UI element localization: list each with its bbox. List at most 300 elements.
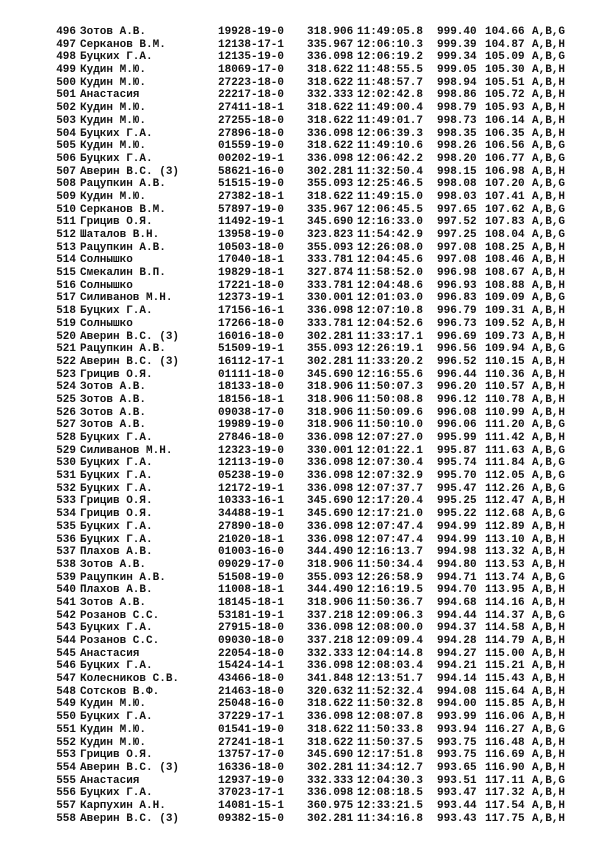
speed-value: 999.05	[437, 64, 477, 77]
category-flags: A,B,H	[532, 355, 566, 368]
coefficient-value: 114.37	[485, 609, 525, 622]
category-flags: A,B,H	[532, 330, 566, 343]
arrival-time: 11:49:01.7	[357, 114, 424, 127]
ring-code: 58621-16-0	[218, 165, 285, 178]
table-row	[0, 115, 600, 128]
arrival-time: 12:17:21.0	[357, 508, 424, 521]
ring-code: 01559-19-0	[218, 140, 285, 153]
table-row	[0, 737, 600, 750]
ring-code: 21020-18-1	[218, 533, 285, 546]
row-number: 549	[56, 698, 76, 711]
coefficient-value: 105.30	[485, 64, 525, 77]
row-number: 525	[56, 393, 76, 406]
row-number: 517	[56, 292, 76, 305]
distance-value: 336.098	[307, 51, 354, 64]
row-number: 531	[56, 470, 76, 483]
arrival-time: 12:25:46.5	[357, 178, 424, 191]
distance-value: 332.333	[307, 89, 354, 102]
arrival-time: 12:07:30.4	[357, 457, 424, 470]
category-flags: A,B,G	[532, 482, 566, 495]
table-row	[0, 686, 600, 699]
ring-code: 18133-18-0	[218, 381, 285, 394]
participant-name: Рацупкин А.В.	[80, 571, 166, 584]
ring-code: 16016-18-0	[218, 330, 285, 343]
coefficient-value: 117.32	[485, 787, 525, 800]
speed-value: 998.03	[437, 190, 477, 203]
category-flags: A,B,H	[532, 64, 566, 77]
table-row	[0, 610, 600, 623]
arrival-time: 11:50:33.8	[357, 723, 424, 736]
table-row	[0, 724, 600, 737]
distance-value: 345.690	[307, 368, 354, 381]
row-number: 537	[56, 546, 76, 559]
row-number: 554	[56, 761, 76, 774]
table-row	[0, 572, 600, 585]
participant-name: Кудин М.Ю.	[80, 723, 147, 736]
ring-code: 22054-18-0	[218, 647, 285, 660]
speed-value: 999.34	[437, 51, 477, 64]
category-flags: A,B,G	[532, 444, 566, 457]
coefficient-value: 105.09	[485, 51, 525, 64]
participant-name: Колесников С.В.	[80, 673, 180, 686]
distance-value: 302.281	[307, 761, 354, 774]
participant-name: Буцких Г.А.	[80, 127, 153, 140]
participant-name: Аверин В.С. (3)	[80, 330, 180, 343]
row-number: 551	[56, 723, 76, 736]
participant-name: Буцких Г.А.	[80, 711, 153, 724]
table-row	[0, 521, 600, 534]
arrival-time: 12:17:20.4	[357, 495, 424, 508]
speed-value: 996.73	[437, 317, 477, 330]
table-row	[0, 470, 600, 483]
coefficient-value: 109.31	[485, 305, 525, 318]
ring-code: 17266-18-0	[218, 317, 285, 330]
ring-code: 12323-19-0	[218, 444, 285, 457]
category-flags: A,B,G	[532, 140, 566, 153]
ring-code: 27255-18-0	[218, 114, 285, 127]
participant-name: Грицив О.Я.	[80, 749, 153, 762]
distance-value: 335.967	[307, 38, 354, 51]
distance-value: 335.967	[307, 203, 354, 216]
arrival-time: 12:09:06.3	[357, 609, 424, 622]
participant-name: Силиванов М.Н.	[80, 444, 173, 457]
ring-code: 27846-18-0	[218, 432, 285, 444]
coefficient-value: 112.68	[485, 508, 525, 521]
table-row	[0, 495, 600, 508]
distance-value: 336.098	[307, 432, 354, 444]
distance-value: 302.281	[307, 812, 354, 825]
table-row	[0, 749, 600, 762]
ring-code: 16112-17-1	[218, 355, 285, 368]
ring-code: 12172-19-1	[218, 482, 285, 495]
ring-code: 18145-18-1	[218, 596, 285, 609]
distance-value: 344.490	[307, 584, 354, 597]
participant-name: Грицив О.Я.	[80, 508, 153, 521]
ring-code: 13958-19-0	[218, 229, 285, 241]
speed-value: 997.65	[437, 203, 477, 216]
table-row	[0, 407, 600, 420]
distance-value: 333.781	[307, 279, 354, 292]
category-flags: A,B,H	[532, 305, 566, 318]
participant-name: Буцких Г.А.	[80, 787, 153, 800]
category-flags: A,B,G	[532, 723, 566, 736]
ring-code: 18156-18-1	[218, 393, 285, 406]
ring-code: 51515-19-0	[218, 178, 285, 191]
ring-code: 09382-15-0	[218, 812, 285, 825]
table-row	[0, 648, 600, 661]
category-flags: A,B,H	[532, 647, 566, 660]
distance-value: 336.098	[307, 457, 354, 470]
coefficient-value: 116.90	[485, 761, 525, 774]
coefficient-value: 108.46	[485, 254, 525, 267]
arrival-time: 12:33:21.5	[357, 799, 424, 812]
arrival-time: 11:48:57.7	[357, 76, 424, 89]
row-number: 541	[56, 596, 76, 609]
speed-value: 994.00	[437, 698, 477, 711]
table-row	[0, 584, 600, 597]
table-row	[0, 64, 600, 77]
participant-name: Буцких Г.А.	[80, 457, 153, 470]
distance-value: 332.333	[307, 774, 354, 787]
coefficient-value: 107.20	[485, 178, 525, 191]
row-number: 548	[56, 685, 76, 698]
category-flags: A,B,H	[532, 673, 566, 686]
coefficient-value: 110.57	[485, 381, 525, 394]
participant-name: Зотов А.В.	[80, 381, 147, 394]
coefficient-value: 107.62	[485, 203, 525, 216]
table-row	[0, 597, 600, 610]
distance-value: 327.874	[307, 267, 354, 280]
speed-value: 996.83	[437, 292, 477, 305]
table-row	[0, 305, 600, 318]
coefficient-value: 108.67	[485, 267, 525, 280]
speed-value: 994.14	[437, 673, 477, 686]
row-number: 553	[56, 749, 76, 762]
arrival-time: 12:07:47.4	[357, 520, 424, 533]
category-flags: A,B,H	[532, 38, 566, 51]
distance-value: 336.098	[307, 305, 354, 318]
category-flags: A,B,G	[532, 508, 566, 521]
row-number: 522	[56, 355, 76, 368]
speed-value: 994.71	[437, 571, 477, 584]
arrival-time: 11:58:52.0	[357, 267, 424, 280]
table-row	[0, 166, 600, 179]
category-flags: A,B,G	[532, 571, 566, 584]
row-number: 497	[56, 38, 76, 51]
speed-value: 995.47	[437, 482, 477, 495]
speed-value: 998.20	[437, 152, 477, 165]
distance-value: 360.975	[307, 799, 354, 812]
ring-code: 11008-18-1	[218, 584, 285, 597]
distance-value: 318.906	[307, 419, 354, 432]
table-row	[0, 622, 600, 635]
arrival-time: 12:04:45.6	[357, 254, 424, 267]
arrival-time: 12:07:32.9	[357, 470, 424, 483]
row-number: 524	[56, 381, 76, 394]
speed-value: 996.93	[437, 279, 477, 292]
speed-value: 996.12	[437, 393, 477, 406]
coefficient-value: 115.64	[485, 685, 525, 698]
table-row	[0, 267, 600, 280]
ring-code: 21463-18-0	[218, 685, 285, 698]
row-number: 509	[56, 190, 76, 203]
ring-code: 01003-16-0	[218, 546, 285, 559]
table-row	[0, 711, 600, 724]
arrival-time: 12:26:19.1	[357, 343, 424, 356]
arrival-time: 11:34:16.8	[357, 812, 424, 825]
distance-value: 336.098	[307, 470, 354, 483]
distance-value: 345.690	[307, 508, 354, 521]
distance-value: 318.906	[307, 596, 354, 609]
participant-name: Кудин М.Ю.	[80, 698, 147, 711]
coefficient-value: 112.89	[485, 520, 525, 533]
row-number: 540	[56, 584, 76, 597]
distance-value: 336.098	[307, 787, 354, 800]
ring-code: 27241-18-1	[218, 736, 285, 749]
row-number: 514	[56, 254, 76, 267]
coefficient-value: 115.00	[485, 647, 525, 660]
distance-value: 318.622	[307, 723, 354, 736]
table-row	[0, 216, 600, 229]
coefficient-value: 117.54	[485, 799, 525, 812]
table-row	[0, 242, 600, 255]
distance-value: 333.781	[307, 254, 354, 267]
participant-name: Анастасия	[80, 647, 140, 660]
ring-code: 43466-18-0	[218, 673, 285, 686]
distance-value: 302.281	[307, 330, 354, 343]
participant-name: Рацупкин А.В.	[80, 241, 166, 254]
arrival-time: 12:06:42.2	[357, 152, 424, 165]
ring-code: 15424-14-1	[218, 660, 285, 673]
distance-value: 330.001	[307, 444, 354, 457]
table-row	[0, 483, 600, 496]
arrival-time: 11:50:37.5	[357, 736, 424, 749]
speed-value: 993.51	[437, 774, 477, 787]
ring-code: 13757-17-0	[218, 749, 285, 762]
arrival-time: 11:50:08.8	[357, 393, 424, 406]
ring-code: 17156-16-1	[218, 305, 285, 318]
distance-value: 345.690	[307, 749, 354, 762]
arrival-time: 12:07:37.7	[357, 482, 424, 495]
coefficient-value: 108.04	[485, 229, 525, 241]
participant-name: Рацупкин А.В.	[80, 178, 166, 191]
speed-value: 996.20	[437, 381, 477, 394]
arrival-time: 11:49:10.6	[357, 140, 424, 153]
ring-code: 27915-18-0	[218, 622, 285, 635]
coefficient-value: 110.99	[485, 406, 525, 419]
speed-value: 995.74	[437, 457, 477, 470]
table-row	[0, 813, 600, 826]
arrival-time: 11:34:12.7	[357, 761, 424, 774]
arrival-time: 12:08:18.5	[357, 787, 424, 800]
distance-value: 318.622	[307, 114, 354, 127]
row-number: 536	[56, 533, 76, 546]
category-flags: A,B,H	[532, 381, 566, 394]
distance-value: 341.848	[307, 673, 354, 686]
distance-value: 323.823	[307, 229, 354, 241]
distance-value: 318.622	[307, 140, 354, 153]
distance-value: 336.098	[307, 533, 354, 546]
category-flags: A,B,G	[532, 457, 566, 470]
speed-value: 993.43	[437, 812, 477, 825]
row-number: 523	[56, 368, 76, 381]
category-flags: A,B,H	[532, 89, 566, 102]
arrival-time: 11:49:00.4	[357, 102, 424, 115]
coefficient-value: 115.43	[485, 673, 525, 686]
speed-value: 999.39	[437, 38, 477, 51]
participant-name: Буцких Г.А.	[80, 482, 153, 495]
coefficient-value: 106.77	[485, 152, 525, 165]
table-row	[0, 89, 600, 102]
participant-name: Анастасия	[80, 89, 140, 102]
participant-name: Солнышко	[80, 317, 133, 330]
row-number: 543	[56, 622, 76, 635]
participant-name: Зотов А.В.	[80, 419, 147, 432]
speed-value: 996.06	[437, 419, 477, 432]
distance-value: 318.622	[307, 64, 354, 77]
category-flags: A,B,G	[532, 178, 566, 191]
participant-name: Кудин М.Ю.	[80, 102, 147, 115]
participant-name: Кудин М.Ю.	[80, 114, 147, 127]
arrival-time: 11:49:05.8	[357, 26, 424, 38]
row-number: 529	[56, 444, 76, 457]
category-flags: A,B,H	[532, 190, 566, 203]
row-number: 501	[56, 89, 76, 102]
speed-value: 997.25	[437, 229, 477, 241]
arrival-time: 12:07:27.0	[357, 432, 424, 444]
speed-value: 997.08	[437, 241, 477, 254]
row-number: 498	[56, 51, 76, 64]
coefficient-value: 113.32	[485, 546, 525, 559]
participant-name: Грицив О.Я.	[80, 368, 153, 381]
distance-value: 318.906	[307, 406, 354, 419]
coefficient-value: 104.87	[485, 38, 525, 51]
speed-value: 997.08	[437, 254, 477, 267]
distance-value: 302.281	[307, 165, 354, 178]
arrival-time: 11:50:32.8	[357, 698, 424, 711]
speed-value: 996.79	[437, 305, 477, 318]
results-table	[0, 26, 600, 825]
speed-value: 995.99	[437, 432, 477, 444]
table-row	[0, 128, 600, 141]
coefficient-value: 112.05	[485, 470, 525, 483]
coefficient-value: 106.35	[485, 127, 525, 140]
table-row	[0, 787, 600, 800]
participant-name: Зотов А.В.	[80, 558, 147, 571]
ring-code: 19989-19-0	[218, 419, 285, 432]
table-row	[0, 356, 600, 369]
arrival-time: 12:04:14.8	[357, 647, 424, 660]
arrival-time: 12:01:22.1	[357, 444, 424, 457]
coefficient-value: 112.26	[485, 482, 525, 495]
table-row	[0, 204, 600, 217]
category-flags: A,B,H	[532, 114, 566, 127]
table-row	[0, 534, 600, 547]
row-number: 535	[56, 520, 76, 533]
category-flags: A,B,H	[532, 787, 566, 800]
category-flags: A,B,G	[532, 152, 566, 165]
participant-name: Сотсков В.Ф.	[80, 685, 160, 698]
coefficient-value: 106.56	[485, 140, 525, 153]
table-row	[0, 254, 600, 267]
table-row	[0, 102, 600, 115]
distance-value: 318.622	[307, 190, 354, 203]
arrival-time: 12:09:09.4	[357, 635, 424, 647]
category-flags: A,B,H	[532, 711, 566, 724]
row-number: 546	[56, 660, 76, 673]
participant-name: Кудин М.Ю.	[80, 190, 147, 203]
arrival-time: 11:33:20.2	[357, 355, 424, 368]
category-flags: A,B,H	[532, 165, 566, 178]
table-row	[0, 800, 600, 813]
speed-value: 996.08	[437, 406, 477, 419]
row-number: 542	[56, 609, 76, 622]
ring-code: 27223-18-0	[218, 76, 285, 89]
row-number: 557	[56, 799, 76, 812]
category-flags: A,B,G	[532, 343, 566, 356]
ring-code: 00202-19-1	[218, 152, 285, 165]
distance-value: 302.281	[307, 355, 354, 368]
arrival-time: 11:50:36.7	[357, 596, 424, 609]
ring-code: 53181-19-1	[218, 609, 285, 622]
coefficient-value: 104.66	[485, 26, 525, 38]
arrival-time: 11:50:10.0	[357, 419, 424, 432]
ring-code: 18069-17-0	[218, 64, 285, 77]
ring-code: 09030-18-0	[218, 635, 285, 647]
distance-value: 318.906	[307, 26, 354, 38]
ring-code: 12135-19-0	[218, 51, 285, 64]
speed-value: 995.25	[437, 495, 477, 508]
speed-value: 998.26	[437, 140, 477, 153]
distance-value: 318.622	[307, 76, 354, 89]
category-flags: A,B,H	[532, 406, 566, 419]
coefficient-value: 105.93	[485, 102, 525, 115]
row-number: 502	[56, 102, 76, 115]
ring-code: 09029-17-0	[218, 558, 285, 571]
ring-code: 51508-19-0	[218, 571, 285, 584]
ring-code: 17040-18-1	[218, 254, 285, 267]
arrival-time: 12:04:30.3	[357, 774, 424, 787]
participant-name: Шаталов В.Н.	[80, 229, 160, 241]
category-flags: A,B,G	[532, 203, 566, 216]
category-flags: A,B,H	[532, 393, 566, 406]
coefficient-value: 111.20	[485, 419, 525, 432]
coefficient-value: 116.48	[485, 736, 525, 749]
table-row	[0, 698, 600, 711]
ring-code: 12138-17-1	[218, 38, 285, 51]
participant-name: Зотов А.В.	[80, 596, 147, 609]
participant-name: Смекалин В.П.	[80, 267, 166, 280]
table-row	[0, 331, 600, 344]
table-row	[0, 394, 600, 407]
distance-value: 336.098	[307, 152, 354, 165]
table-row	[0, 153, 600, 166]
ring-code: 12113-19-0	[218, 457, 285, 470]
table-row	[0, 432, 600, 445]
ring-code: 16336-18-0	[218, 761, 285, 774]
category-flags: A,B,H	[532, 749, 566, 762]
category-flags: A,B,H	[532, 635, 566, 647]
coefficient-value: 107.83	[485, 216, 525, 229]
category-flags: A,B,G	[532, 292, 566, 305]
arrival-time: 12:07:10.8	[357, 305, 424, 318]
row-number: 513	[56, 241, 76, 254]
ring-code: 12373-19-1	[218, 292, 285, 305]
distance-value: 318.622	[307, 698, 354, 711]
participant-name: Зотов А.В.	[80, 393, 147, 406]
speed-value: 994.28	[437, 635, 477, 647]
coefficient-value: 109.09	[485, 292, 525, 305]
